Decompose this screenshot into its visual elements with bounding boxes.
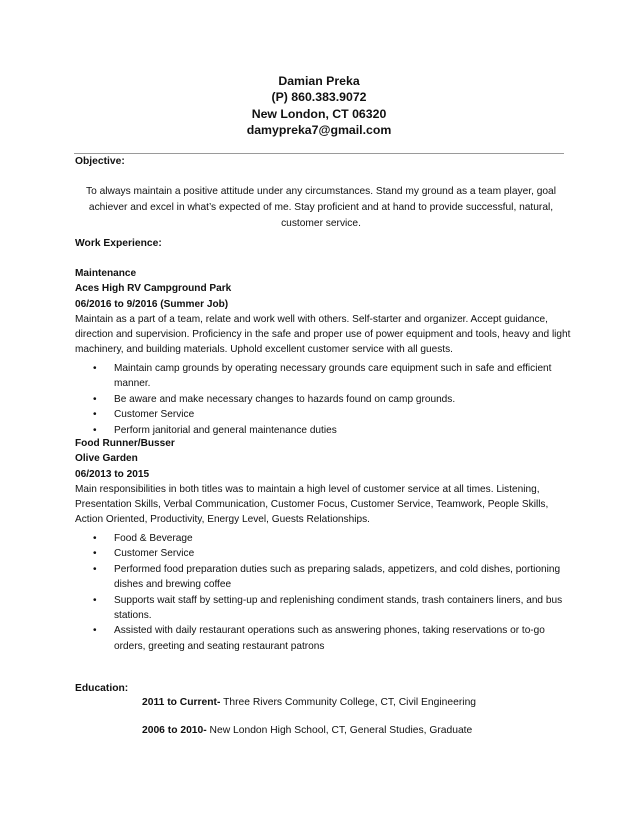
work-experience-heading: Work Experience: bbox=[75, 238, 162, 249]
list-item: • Supports wait staff by setting-up and replenishing condiment stands, trash containers liners, and bus stations. bbox=[93, 594, 563, 622]
list-item: • Customer Service bbox=[93, 407, 563, 422]
list-item: • Perform janitorial and general maintenance duties bbox=[93, 423, 563, 438]
education-entry bbox=[142, 697, 476, 708]
education-years: 2011 to Current- bbox=[142, 697, 221, 708]
job-description: Maintain as a part of a team, relate and work well with others. Self-starter and organizer. Accept guidance, direction and supervision. Proficiency in the safe and proper use of power equipment and tools, heavy and light machinery, and building materials. Uphold excellent customer service with all guests. bbox=[75, 313, 571, 356]
job-company: Aces High RV Campground Park bbox=[75, 283, 232, 295]
applicant-phone: (P) 860.383.9072 bbox=[271, 90, 367, 105]
bullet-icon: • bbox=[93, 563, 97, 575]
bullet-icon: • bbox=[93, 625, 97, 637]
education-detail: New London High School, CT, General Studies, Graduate bbox=[206, 725, 473, 736]
applicant-name: Damian Preka bbox=[278, 74, 360, 88]
bullet-icon: • bbox=[93, 594, 97, 606]
job-description: Main responsibilities in both titles was to maintain a high level of customer service at all times. Listening, Presentation Skills, Verbal Communication, Customer Focus, Customer Service, Teamwork, People Skills, Action Oriented, Productivity, Energy Level, Guests Relationships. bbox=[75, 483, 549, 526]
bullet-icon: • bbox=[93, 363, 97, 374]
bullet-icon: • bbox=[93, 409, 97, 421]
job-title: Maintenance bbox=[75, 268, 137, 279]
job-company: Olive Garden bbox=[75, 453, 138, 465]
job-dates: 06/2013 to 2015 bbox=[75, 468, 150, 480]
list-item: • Be aware and make necessary changes to hazards found on camp grounds. bbox=[93, 392, 563, 407]
education-entry bbox=[142, 725, 472, 736]
objective-text: To always maintain a positive attitude under any circumstances. Stand my ground as a team player, goal achiever and excel in what’s expected of me. Stay proficient and at hand to provide successful, natural, customer service. bbox=[85, 186, 556, 229]
applicant-city: New London, CT 06320 bbox=[251, 106, 387, 121]
job-maintenance bbox=[75, 266, 575, 358]
list-item: • Assisted with daily restaurant operations such as answering phones, taking reservations or to-go orders, greeting and seating restaurant patrons bbox=[93, 625, 545, 652]
bullet-icon: • bbox=[93, 548, 97, 560]
header-divider bbox=[74, 153, 564, 154]
job-food-runner bbox=[75, 436, 575, 528]
education-years: 2006 to 2010- bbox=[142, 725, 207, 736]
education-detail: Three Rivers Community College, CT, Civil Engineering bbox=[220, 697, 477, 708]
job-dates: 06/2016 to 9/2016 (Summer Job) bbox=[75, 298, 229, 310]
list-item: • Performed food preparation duties such as preparing salads, appetizers, and cold dishes, portioning dishes and brewing coffee bbox=[93, 563, 561, 591]
list-item: • Customer Service bbox=[93, 546, 563, 561]
applicant-email: damypreka7@gmail.com bbox=[246, 123, 392, 138]
job-food-runner-duties bbox=[93, 531, 563, 654]
job-maintenance-duties bbox=[93, 361, 563, 438]
objective-heading: Objective: bbox=[75, 156, 125, 167]
list-item: • Maintain camp grounds by operating necessary grounds care equipment such in safe and efficient manner. bbox=[93, 363, 552, 390]
bullet-icon: • bbox=[93, 393, 97, 405]
bullet-icon: • bbox=[93, 424, 97, 436]
job-title: Food Runner/Busser bbox=[75, 438, 175, 449]
education-heading: Education: bbox=[75, 683, 129, 694]
bullet-icon: • bbox=[93, 533, 97, 544]
contact-header bbox=[0, 73, 638, 139]
list-item: • Food & Beverage bbox=[93, 531, 563, 546]
